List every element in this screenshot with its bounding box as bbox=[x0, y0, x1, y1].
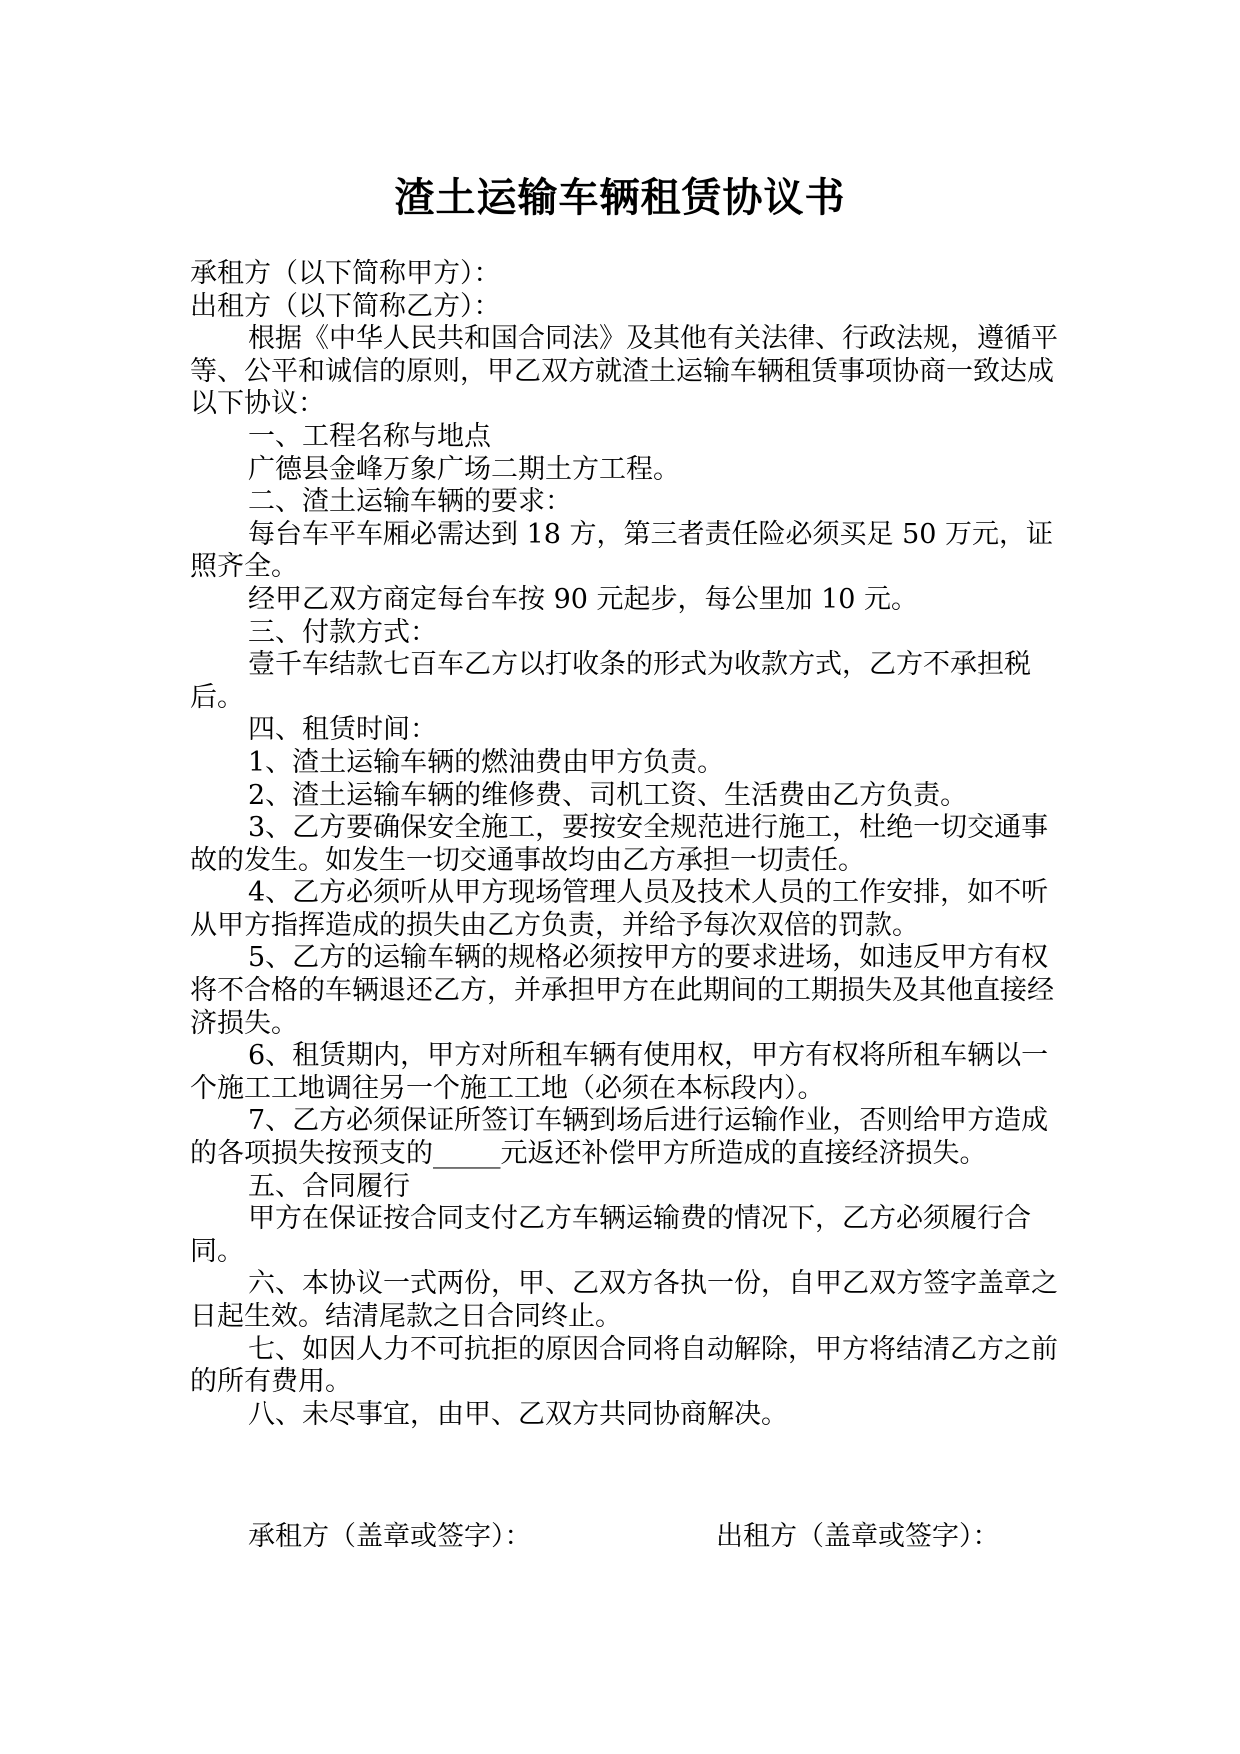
section-heading-payment: 三、付款方式： bbox=[248, 616, 437, 648]
paragraph-lessor-line: 出租方（以下简称乙方）： bbox=[190, 290, 501, 322]
document-title: 渣土运输车辆租赁协议书 bbox=[394, 175, 846, 221]
paragraph-project-name: 广德县金峰万象广场二期土方工程。 bbox=[248, 453, 680, 485]
lessee-signature-label: 承租方（盖章或签字）： bbox=[248, 1521, 532, 1552]
clause-3: 3、乙方要确保安全施工，要按安全规范进行施工，杜绝一切交通事故的发生。如发生一切交通事故均由乙方承担一切责任。 bbox=[190, 812, 1049, 876]
section-heading-project: 一、工程名称与地点 bbox=[248, 420, 491, 452]
clause-6: 6、租赁期内，甲方对所租车辆有使用权，甲方有权将所租车辆以一个施工工地调往另一个施工工地（必须在本标段内）。 bbox=[190, 1040, 1049, 1104]
document-body bbox=[190, 258, 1066, 1431]
clause-4: 4、乙方必须听从甲方现场管理人员及技术人员的工作安排，如不听从甲方指挥造成的损失由乙方负责，并给予每次双倍的罚款。 bbox=[190, 877, 1049, 941]
paragraph-vehicle-capacity: 每台车平车厢必需达到 18 方，第三者责任险必须买足 50 万元，证照齐全。 bbox=[190, 518, 1054, 583]
paragraph-performance: 甲方在保证按合同支付乙方车辆运输费的情况下，乙方必须履行合同。 bbox=[190, 1203, 1031, 1267]
paragraph-preamble: 根据《中华人民共和国合同法》及其他有关法律、行政法规，遵循平等、公平和诚信的原则，甲乙双方就渣土运输车辆租赁事项协商一致达成以下协议： bbox=[190, 323, 1058, 420]
paragraph-lessee-line: 承租方（以下简称甲方）： bbox=[190, 258, 501, 289]
section-copies-effect: 六、本协议一式两份，甲、乙双方各执一份，自甲乙双方签字盖章之日起生效。结清尾款之日合同终止。 bbox=[190, 1268, 1058, 1332]
section-heading-vehicle-requirements: 二、渣土运输车辆的要求： bbox=[248, 486, 572, 518]
clause-5: 5、乙方的运输车辆的规格必须按甲方的要求进场，如违反甲方有权将不合格的车辆退还乙方，并承担甲方在此期间的工期损失及其他直接经济损失。 bbox=[190, 942, 1054, 1039]
section-other-matters: 八、未尽事宜，由甲、乙双方共同协商解决。 bbox=[248, 1398, 788, 1430]
lessor-signature-label: 出租方（盖章或签字）： bbox=[716, 1521, 1000, 1552]
signature-row bbox=[0, 1520, 1240, 1560]
paragraph-pricing: 经甲乙双方商定每台车按 90 元起步，每公里加 10 元。 bbox=[248, 583, 919, 615]
clause-1: 1、渣土运输车辆的燃油费由甲方负责。 bbox=[248, 746, 725, 778]
section-force-majeure: 七、如因人力不可抗拒的原因合同将自动解除，甲方将结清乙方之前的所有费用。 bbox=[190, 1333, 1058, 1398]
clause-2: 2、渣土运输车辆的维修费、司机工资、生活费由乙方负责。 bbox=[248, 779, 968, 811]
paragraph-payment-terms: 壹千车结款七百车乙方以打收条的形式为收款方式，乙方不承担税后。 bbox=[190, 649, 1031, 713]
section-heading-performance: 五、合同履行 bbox=[248, 1170, 410, 1202]
clause-7: 7、乙方必须保证所签订车辆到场后进行运输作业，否则给甲方造成的各项损失按预支的_____元返还补偿甲方所造成的直接经济损失。 bbox=[190, 1105, 1049, 1170]
section-heading-lease-time: 四、租赁时间： bbox=[248, 714, 437, 746]
